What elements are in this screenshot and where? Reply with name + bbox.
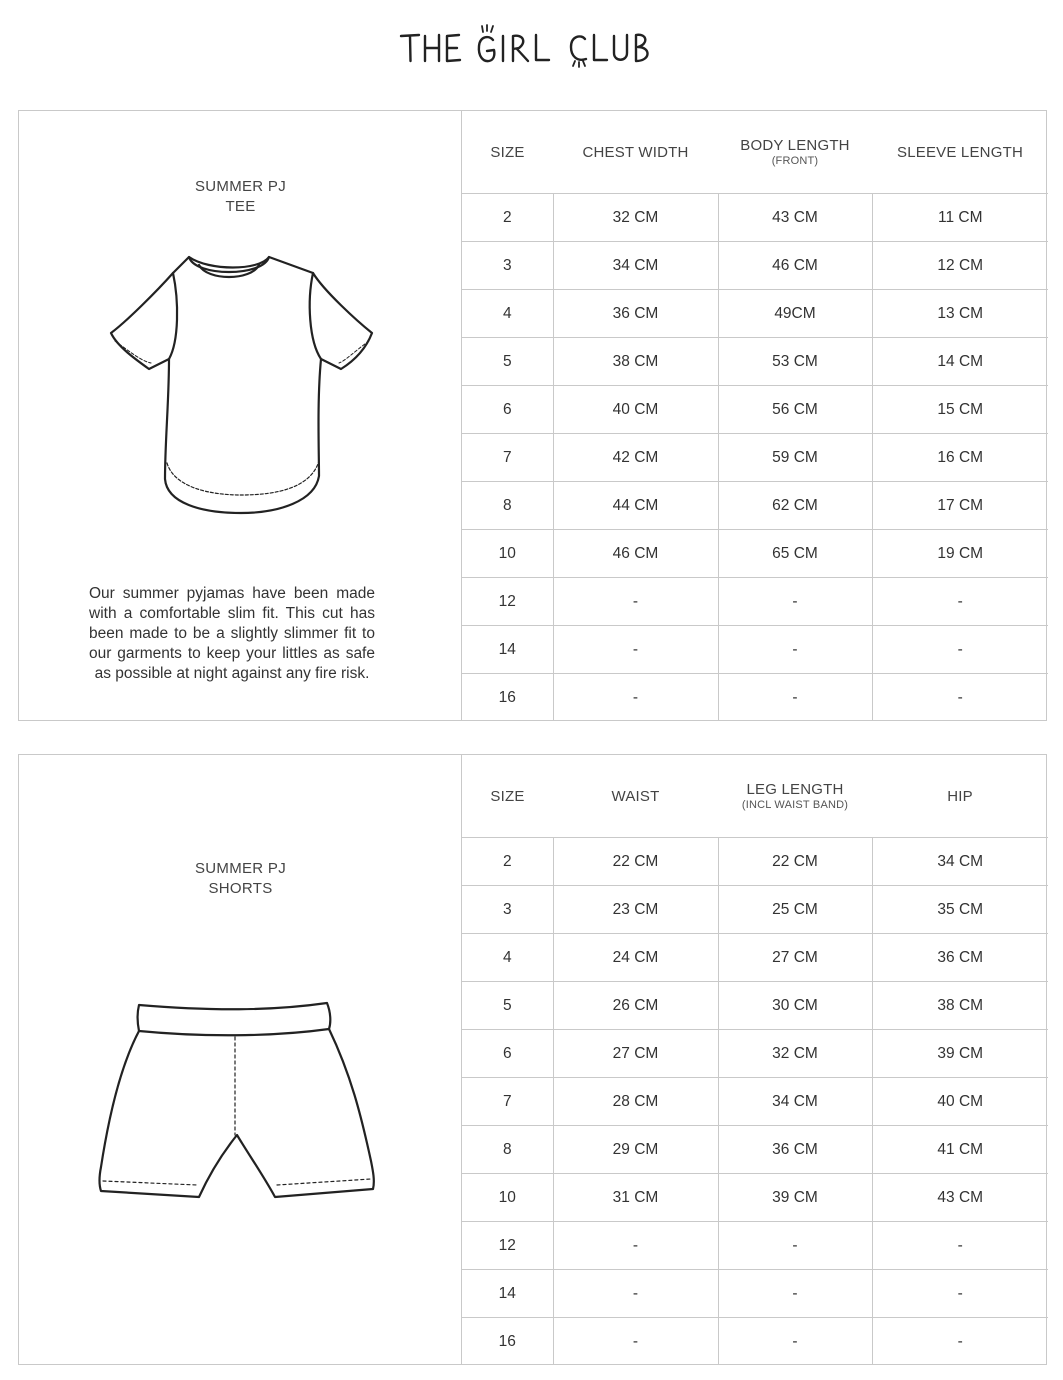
measurement-cell: 38 CM xyxy=(553,338,718,386)
measurement-cell: 24 CM xyxy=(553,934,718,982)
size-cell: 5 xyxy=(462,338,553,386)
measurement-cell: 39 CM xyxy=(872,1030,1048,1078)
shorts-size-panel xyxy=(18,754,1047,1365)
measurement-cell: 22 CM xyxy=(553,838,718,886)
header-chest-width: CHEST WIDTH xyxy=(553,111,718,194)
size-cell: 14 xyxy=(462,626,553,674)
table-row xyxy=(462,194,1048,242)
tee-description: Our summer pyjamas have been made with a comfortable slim fit. This cut has been made to be a slightly slimmer fit to our garments to keep your littles as safe as possible at night against any fire risk. xyxy=(89,584,375,682)
measurement-cell: 29 CM xyxy=(553,1126,718,1174)
measurement-cell: 36 CM xyxy=(553,290,718,338)
measurement-cell: - xyxy=(718,1318,872,1366)
measurement-cell: 13 CM xyxy=(872,290,1048,338)
table-row xyxy=(462,1270,1048,1318)
header-hip: HIP xyxy=(872,755,1048,838)
measurement-cell: - xyxy=(553,1318,718,1366)
table-row xyxy=(462,482,1048,530)
size-cell: 3 xyxy=(462,886,553,934)
header-waist: WAIST xyxy=(553,755,718,838)
measurement-cell: 26 CM xyxy=(553,982,718,1030)
measurement-cell: 44 CM xyxy=(553,482,718,530)
tshirt-icon xyxy=(89,251,395,526)
table-row xyxy=(462,626,1048,674)
tee-size-panel xyxy=(18,110,1047,721)
measurement-cell: 14 CM xyxy=(872,338,1048,386)
size-cell: 2 xyxy=(462,838,553,886)
measurement-cell: 11 CM xyxy=(872,194,1048,242)
shorts-title xyxy=(19,859,462,899)
size-cell: 6 xyxy=(462,386,553,434)
measurement-cell: 15 CM xyxy=(872,386,1048,434)
measurement-cell: 30 CM xyxy=(718,982,872,1030)
table-row xyxy=(462,1030,1048,1078)
measurement-cell: 62 CM xyxy=(718,482,872,530)
measurement-cell: 12 CM xyxy=(872,242,1048,290)
size-cell: 4 xyxy=(462,934,553,982)
table-row xyxy=(462,1174,1048,1222)
size-cell: 7 xyxy=(462,434,553,482)
table-row xyxy=(462,982,1048,1030)
measurement-cell: 32 CM xyxy=(553,194,718,242)
table-row xyxy=(462,386,1048,434)
table-header-row xyxy=(462,755,1048,838)
tee-info-column xyxy=(19,111,462,720)
measurement-cell: - xyxy=(553,1270,718,1318)
measurement-cell: 34 CM xyxy=(553,242,718,290)
measurement-cell: 38 CM xyxy=(872,982,1048,1030)
measurement-cell: 43 CM xyxy=(718,194,872,242)
measurement-cell: - xyxy=(718,578,872,626)
measurement-cell: 19 CM xyxy=(872,530,1048,578)
measurement-cell: 31 CM xyxy=(553,1174,718,1222)
table-row xyxy=(462,1126,1048,1174)
measurement-cell: 32 CM xyxy=(718,1030,872,1078)
table-row xyxy=(462,1222,1048,1270)
measurement-cell: 43 CM xyxy=(872,1174,1048,1222)
size-cell: 12 xyxy=(462,1222,553,1270)
measurement-cell: - xyxy=(872,1222,1048,1270)
table-row xyxy=(462,530,1048,578)
shorts-title-line2: SHORTS xyxy=(208,880,273,897)
measurement-cell: - xyxy=(718,1222,872,1270)
tee-size-table xyxy=(462,111,1048,721)
header-body-length: BODY LENGTH (FRONT) xyxy=(718,111,872,194)
measurement-cell: - xyxy=(872,674,1048,722)
tee-title-line1: SUMMER PJ xyxy=(194,178,287,195)
measurement-cell: 34 CM xyxy=(718,1078,872,1126)
measurement-cell: - xyxy=(872,626,1048,674)
table-row xyxy=(462,338,1048,386)
size-cell: 6 xyxy=(462,1030,553,1078)
size-cell: 3 xyxy=(462,242,553,290)
measurement-cell: - xyxy=(718,626,872,674)
header-leg-length: LEG LENGTH (INCL WAIST BAND) xyxy=(718,755,872,838)
header-sleeve-length: SLEEVE LENGTH xyxy=(872,111,1048,194)
table-row xyxy=(462,242,1048,290)
header-body-length-note: (FRONT) xyxy=(771,155,819,167)
measurement-cell: 28 CM xyxy=(553,1078,718,1126)
size-cell: 5 xyxy=(462,982,553,1030)
measurement-cell: 17 CM xyxy=(872,482,1048,530)
measurement-cell: 41 CM xyxy=(872,1126,1048,1174)
brand-logo-lettering xyxy=(397,22,667,70)
table-header-row xyxy=(462,111,1048,194)
table-row xyxy=(462,934,1048,982)
table-row xyxy=(462,838,1048,886)
measurement-cell: 46 CM xyxy=(718,242,872,290)
shorts-size-table xyxy=(462,755,1048,1365)
measurement-cell: 59 CM xyxy=(718,434,872,482)
shorts-title-line1: SUMMER PJ xyxy=(194,860,287,877)
table-row xyxy=(462,674,1048,722)
measurement-cell: 65 CM xyxy=(718,530,872,578)
measurement-cell: 40 CM xyxy=(872,1078,1048,1126)
header-size: SIZE xyxy=(462,755,553,838)
measurement-cell: 22 CM xyxy=(718,838,872,886)
size-cell: 4 xyxy=(462,290,553,338)
table-row xyxy=(462,1078,1048,1126)
measurement-cell: 53 CM xyxy=(718,338,872,386)
table-row xyxy=(462,434,1048,482)
size-cell: 2 xyxy=(462,194,553,242)
table-row xyxy=(462,290,1048,338)
size-cell: 10 xyxy=(462,1174,553,1222)
brand-logo xyxy=(0,22,1063,70)
header-size: SIZE xyxy=(462,111,553,194)
measurement-cell: - xyxy=(553,578,718,626)
size-cell: 8 xyxy=(462,1126,553,1174)
shorts-info-column xyxy=(19,755,462,1364)
size-cell: 12 xyxy=(462,578,553,626)
measurement-cell: 56 CM xyxy=(718,386,872,434)
shorts-icon xyxy=(91,995,401,1240)
table-row xyxy=(462,578,1048,626)
measurement-cell: 46 CM xyxy=(553,530,718,578)
measurement-cell: 27 CM xyxy=(718,934,872,982)
size-cell: 14 xyxy=(462,1270,553,1318)
measurement-cell: 39 CM xyxy=(718,1174,872,1222)
tee-title-line2: TEE xyxy=(225,198,256,215)
measurement-cell: - xyxy=(553,1222,718,1270)
measurement-cell: 35 CM xyxy=(872,886,1048,934)
table-row xyxy=(462,1318,1048,1366)
measurement-cell: 36 CM xyxy=(718,1126,872,1174)
measurement-cell: 23 CM xyxy=(553,886,718,934)
header-leg-length-note: (INCL WAIST BAND) xyxy=(741,799,849,811)
measurement-cell: - xyxy=(872,578,1048,626)
size-cell: 16 xyxy=(498,688,516,706)
measurement-cell: - xyxy=(872,1318,1048,1366)
measurement-cell: 25 CM xyxy=(718,886,872,934)
measurement-cell: - xyxy=(553,674,718,722)
measurement-cell: 27 CM xyxy=(553,1030,718,1078)
tee-title xyxy=(19,177,462,217)
measurement-cell: 36 CM xyxy=(872,934,1048,982)
size-cell: 16 xyxy=(498,1332,516,1350)
table-row xyxy=(462,886,1048,934)
measurement-cell: - xyxy=(718,1270,872,1318)
size-cell: 7 xyxy=(462,1078,553,1126)
measurement-cell: - xyxy=(718,674,872,722)
measurement-cell: 42 CM xyxy=(553,434,718,482)
measurement-cell: 40 CM xyxy=(553,386,718,434)
measurement-cell: - xyxy=(872,1270,1048,1318)
measurement-cell: - xyxy=(553,626,718,674)
size-cell: 10 xyxy=(462,530,553,578)
measurement-cell: 49CM xyxy=(718,290,872,338)
measurement-cell: 34 CM xyxy=(872,838,1048,886)
measurement-cell: 16 CM xyxy=(872,434,1048,482)
size-cell: 8 xyxy=(462,482,553,530)
